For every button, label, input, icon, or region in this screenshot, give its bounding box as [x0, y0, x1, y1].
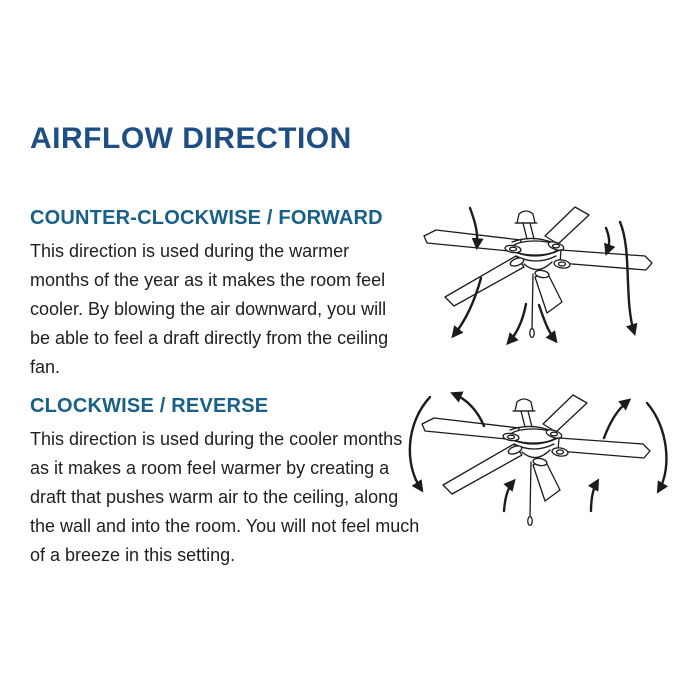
section-clockwise	[30, 395, 422, 570]
ceiling-fan-upflow-illustration	[394, 380, 694, 570]
clockwise-body: This direction is used during the cooler months as it makes a room feel warmer by creating a draft that pushes warm air to the ceiling, along the wall and into the room. You will not feel much of a breeze in this setting.	[30, 429, 420, 565]
counter-clockwise-heading: COUNTER-CLOCKWISE / FORWARD	[30, 207, 383, 229]
page-title: AIRFLOW DIRECTION	[30, 122, 352, 155]
section-counter-clockwise	[30, 207, 402, 382]
ceiling-fan-downflow-illustration	[396, 192, 696, 382]
counter-clockwise-body: This direction is used during the warmer months of the year as it makes the room feel cooler. By blowing the air downward, you will be able to feel a draft directly from the ceiling fan.	[30, 241, 389, 377]
ceiling-fan-icon	[424, 207, 652, 337]
clockwise-heading: CLOCKWISE / REVERSE	[30, 395, 269, 417]
